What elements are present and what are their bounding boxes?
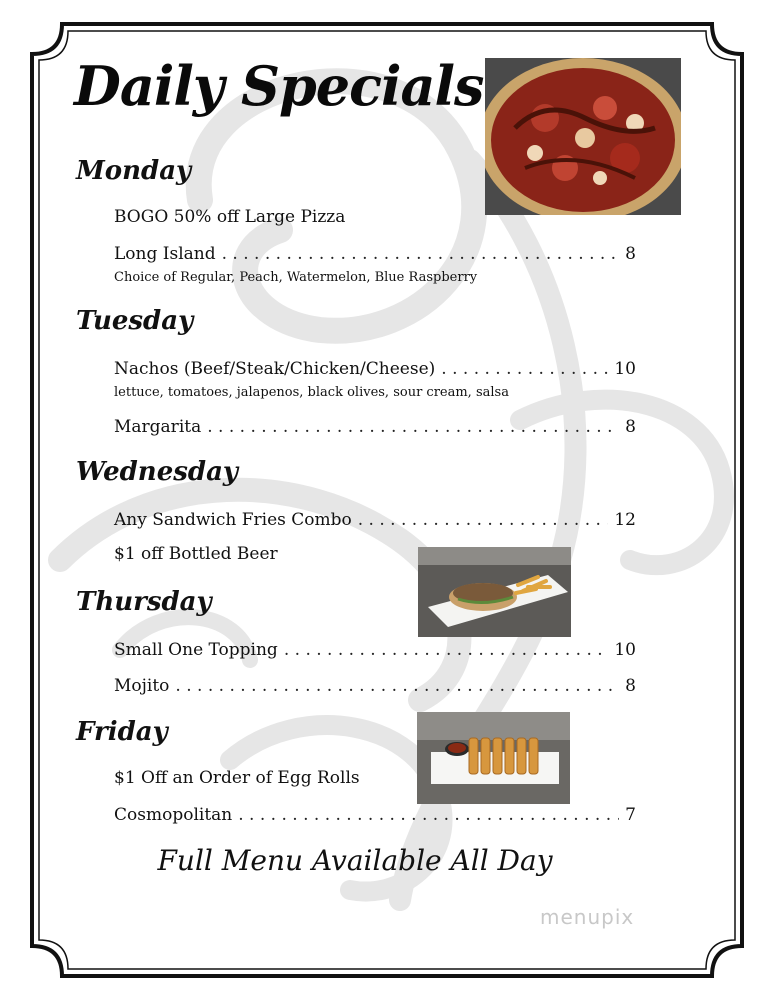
item-price: 7 [625,805,636,825]
leader-dots [441,359,608,379]
leader-dots [238,805,619,825]
item-name: Cosmopolitan [114,805,233,825]
item-name: Any Sandwich Fries Combo [114,510,352,530]
leader-dots [175,676,619,696]
item-price: 10 [614,640,636,660]
item-description: Choice of Regular, Peach, Watermelon, Blue Raspberry [114,270,478,285]
item-price: 12 [614,510,636,530]
pizza-photo [485,58,681,215]
menu-item [114,417,636,437]
item-price: 8 [625,417,636,437]
item-price: 10 [614,359,636,379]
page-title: Daily Specials [74,54,484,118]
item-price: 8 [625,676,636,696]
leader-dots [222,244,620,264]
menu-item [114,510,636,530]
day-heading-thursday: Thursday [76,587,212,617]
footer-note: Full Menu Available All Day [157,844,553,877]
menu-item [114,359,636,379]
menu-item [114,640,636,660]
item-name: Margarita [114,417,202,437]
egg-rolls-photo [417,712,570,804]
leader-dots [284,640,609,660]
menu-item: BOGO 50% off Large Pizza [114,207,346,227]
day-heading-friday: Friday [76,717,168,747]
menu-item: $1 off Bottled Beer [114,544,278,564]
day-heading-tuesday: Tuesday [76,306,194,336]
item-description: lettuce, tomatoes, jalapenos, black olives, sour cream, salsa [114,385,509,400]
day-heading-monday: Monday [76,156,192,186]
item-name: Small One Topping [114,640,278,660]
menu-item [114,244,636,264]
item-price: 8 [625,244,636,264]
menu-item [114,805,636,825]
menu-item [114,676,636,696]
item-name: Long Island [114,244,216,264]
sandwich-photo [418,547,571,637]
item-name: Nachos (Beef/Steak/Chicken/Cheese) [114,359,436,379]
leader-dots [358,510,609,530]
item-name: Mojito [114,676,170,696]
menupix-watermark: menupix [540,905,635,929]
menu-item: $1 Off an Order of Egg Rolls [114,768,360,788]
leader-dots [207,417,619,437]
day-heading-wednesday: Wednesday [76,457,239,487]
